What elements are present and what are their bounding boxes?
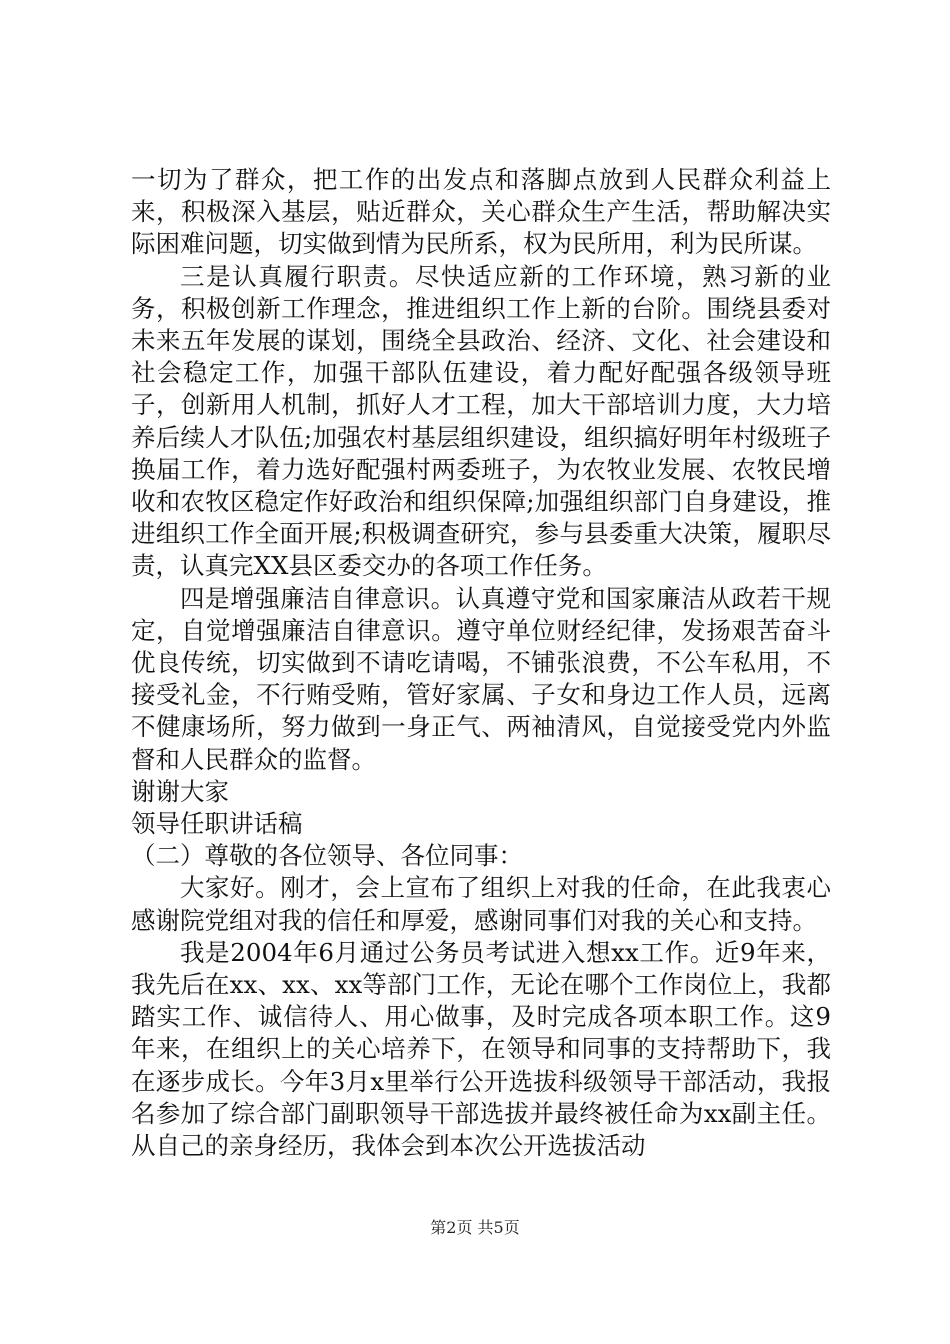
paragraph-greeting: 大家好。刚才，会上宣布了组织上对我的任命，在此我衷心感谢院党组对我的信任和厚爱，感谢同事们对我的关心和支持。: [131, 873, 831, 935]
paragraph-history: 我是2004年6月通过公务员考试进入想xx工作。近9年来，我先后在xx、xx、xx等部门工作，无论在哪个工作岗位上，我都踏实工作、诚信待人、用心做事，及时完成各项本职工作。这9年来，在组织上的关心培养下，在领导和同事的支持帮助下，我在逐步成长。今年3月x里举行公开选拔科级领导干部活动，我报名参加了综合部门副职领导干部选拔并最终被任命为xx副主任。从自己的亲身经历，我体会到本次公开选拔活动: [131, 937, 831, 1161]
document-body: [131, 164, 831, 1162]
paragraph-integrity: 四是增强廉洁自律意识。认真遵守党和国家廉洁从政若干规定，自觉增强廉洁自律意识。遵守单位财经纪律，发扬艰苦奋斗优良传统，切实做到不请吃请喝，不铺张浪费，不公车私用，不接受礼金，不行贿受贿，管好家属、子女和身边工作人员，远离不健康场所，努力做到一身正气、两袖清风，自觉接受党内外监督和人民群众的监督。: [131, 583, 831, 774]
page-footer: 第2页 共5页: [430, 1218, 520, 1237]
paragraph-continuation: 一切为了群众，把工作的出发点和落脚点放到人民群众利益上来，积极深入基层，贴近群众，关心群众生产生活，帮助解决实际困难问题，切实做到情为民所系，权为民所用，利为民所谋。: [131, 165, 831, 259]
salutation-line: （二）尊敬的各位领导、各位同事：: [131, 841, 523, 871]
section-heading: 领导任职讲话稿: [131, 809, 303, 839]
thanks-line: 谢谢大家: [131, 776, 229, 806]
paragraph-duty: 三是认真履行职责。尽快适应新的工作环境，熟习新的业务，积极创新工作理念，推进组织工作上新的台阶。围绕县委对未来五年发展的谋划，围绕全县政治、经济、文化、社会建设和社会稳定工作，加强干部队伍建设，着力配好配强各级领导班子，创新用人机制，抓好人才工程，加大干部培训力度，大力培养后续人才队伍;加强农村基层组织建设，组织搞好明年村级班子换届工作，着力选好配强村两委班子，为农牧业发展、农牧民增收和农牧区稳定作好政治和组织保障;加强组织部门自身建设，推进组织工作全面开展;积极调查研究，参与县委重大决策，履职尽责，认真完XX县区委交办的各项工作任务。: [131, 261, 831, 581]
